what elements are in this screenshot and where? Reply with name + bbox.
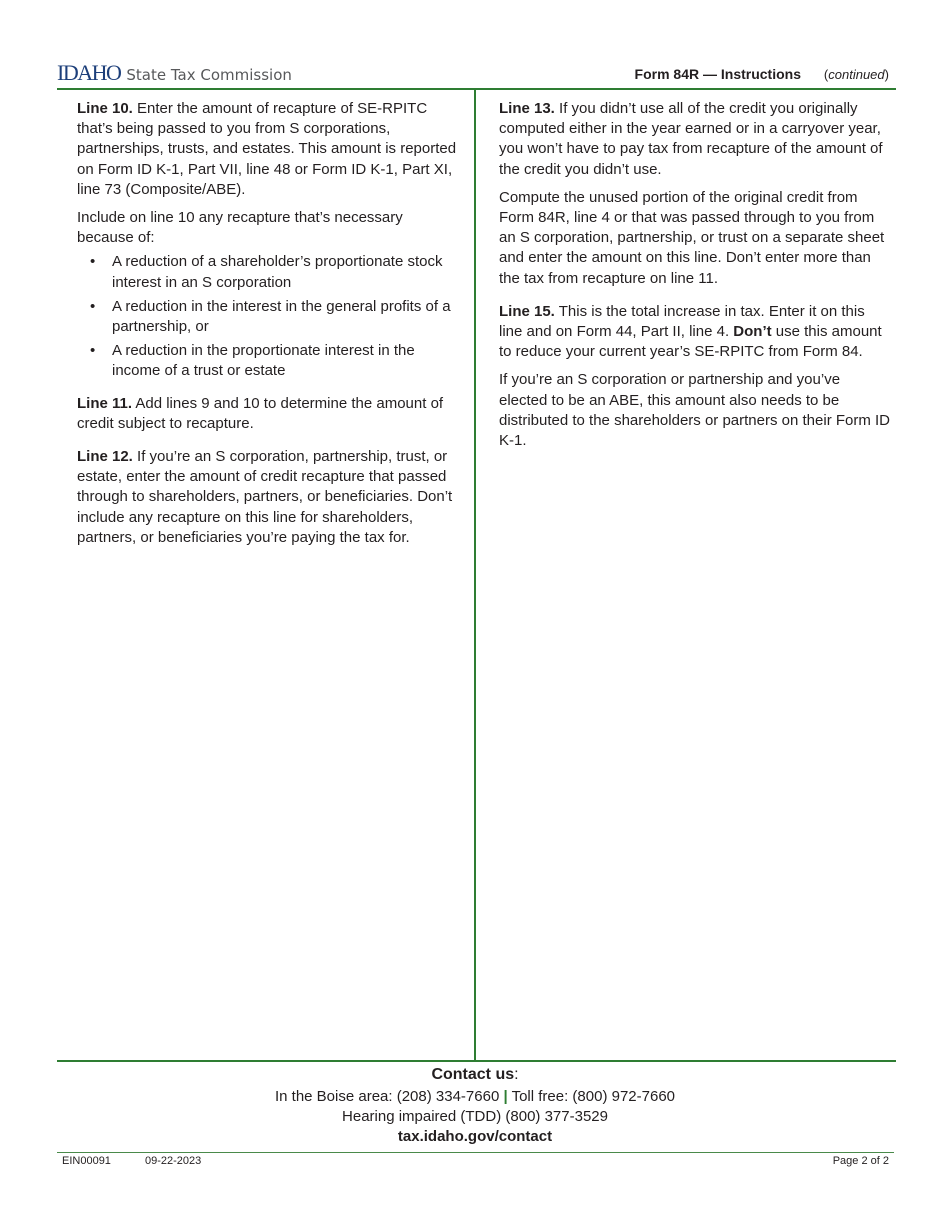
- header-rule: [57, 88, 896, 90]
- page-number: Page 2 of 2: [832, 1155, 889, 1167]
- line13-text: If you didn’t use all of the credit you originally computed either in the year earned or in a carryover year, you won’t have to pay tax from recapture of the amount of the credit you didn’t use.: [499, 100, 883, 178]
- line13-paragraph: [499, 99, 891, 180]
- line11-paragraph: [77, 394, 462, 434]
- phone-separator: |: [503, 1088, 508, 1105]
- line15-label: Line 15.: [499, 302, 555, 320]
- line15-bold: Don’t: [733, 323, 772, 341]
- contact-link[interactable]: tax.idaho.gov/contact: [397, 1128, 553, 1145]
- list-item-text: A reduction of a shareholder’s proportionate stock interest in an S corporation: [112, 253, 443, 291]
- column-divider: [474, 89, 476, 1061]
- boise-phone: In the Boise area: (208) 334-7660: [274, 1088, 500, 1105]
- include-intro: Include on line 10 any recapture that’s necessary because of:: [77, 209, 403, 247]
- contact-rule: [57, 1060, 896, 1062]
- line15-paragraph: [499, 302, 891, 363]
- compute-paragraph: Compute the unused portion of the original credit from Form 84R, line 4 or that was passed through to you from an S corporation, partnership, or trust on a separate sheet and enter the amount on this line. Don’t enter more than the tax from recapture on line 11.: [499, 188, 885, 287]
- line11-text: Add lines 9 and 10 to determine the amount of credit subject to recapture.: [77, 394, 444, 432]
- abe-paragraph: If you’re an S corporation or partnership and you’ve elected to be an ABE, this amount also needs to be distributed to the shareholders or partners on their Form ID K-1.: [499, 371, 891, 450]
- line10-text: Enter the amount of recapture of SE-RPITC that’s being passed to you from S corporations, partnerships, trusts, and estates. This amount is reported on Form ID K-1, Part VII, line 48 or Form ID K-1, Part XI, line 73 (Composite/ABE).: [77, 100, 457, 198]
- page-header: [57, 60, 894, 88]
- left-column: [77, 99, 462, 556]
- logo-wordmark: IDAHO: [57, 60, 121, 85]
- continued-note: (continued): [823, 67, 889, 82]
- line10-paragraph: [77, 99, 462, 200]
- contact-colon: :: [514, 1066, 519, 1083]
- line13-label: Line 13.: [499, 100, 555, 117]
- list-item-text: A reduction in the proportionate interest in the income of a trust or estate: [112, 342, 415, 380]
- line10-label: Line 10.: [77, 100, 133, 117]
- tdd-phone: Hearing impaired (TDD) (800) 377-3529: [342, 1108, 608, 1125]
- continued-text: continued: [828, 67, 885, 82]
- footer-rule: [57, 1152, 894, 1153]
- contact-heading: [0, 1066, 950, 1084]
- line11-label: Line 11.: [77, 394, 133, 412]
- list-item: [77, 297, 462, 337]
- line12-text: If you’re an S corporation, partnership, trust, or estate, enter the amount of credit recapture that passed through to shareholders, partners, or beneficiaries. Don’t include any recapture on this line for shareholders, partners, or beneficiaries you’re paying the tax for.: [77, 448, 453, 546]
- contact-phones: [0, 1088, 950, 1105]
- bullet-glyph: •: [90, 297, 96, 315]
- form-code: EIN00091: [62, 1155, 111, 1167]
- idaho-logo: [57, 62, 292, 86]
- list-item-text: A reduction in the interest in the general profits of a partnership, or: [112, 297, 451, 336]
- right-column: [499, 99, 891, 459]
- tollfree-phone: Toll free: (800) 972-7660: [511, 1088, 676, 1105]
- bullet-glyph: •: [90, 253, 96, 271]
- line15-text-b: use this amount to reduce your current year’s SE-RPITC from Form 84.: [499, 323, 882, 361]
- line12-label: Line 12.: [77, 448, 133, 466]
- line15-text-a: This is the total increase in tax. Enter it on this line and on Form 44, Part II, line 4.: [499, 302, 865, 341]
- line12-paragraph: [77, 447, 462, 548]
- recapture-reasons-list: [77, 252, 462, 381]
- bullet-glyph: •: [90, 342, 96, 360]
- list-item: [77, 252, 462, 292]
- form-title: Form 84R — Instructions: [634, 66, 801, 82]
- revision-date: 09-22-2023: [145, 1155, 202, 1167]
- contact-title: Contact us: [431, 1066, 515, 1083]
- agency-name: State Tax Commission: [126, 66, 292, 84]
- list-item: [77, 341, 462, 381]
